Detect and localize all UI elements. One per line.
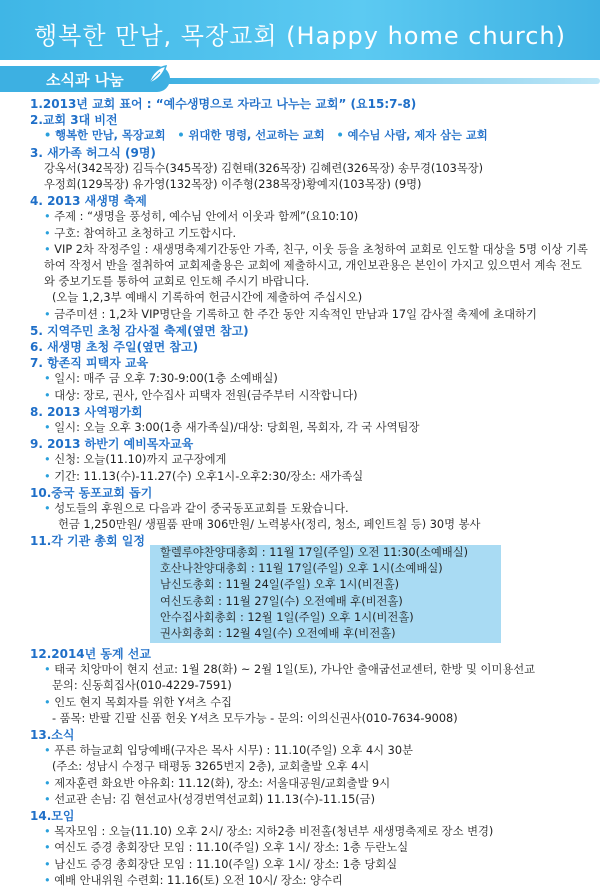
item-13-address: (주소: 성남시 수정구 태평동 3265번지 2층), 교회출발 오후 4시 — [52, 760, 370, 774]
item-13-dedication: • 푸른 하늘교회 입당예배(구자은 목사 시무) : 11.10(주일) 오후 4시 30분 — [44, 744, 413, 758]
schedule-line: 안수집사회총회 : 12월 1일(주일) 오후 1시(비전홀) — [160, 610, 414, 624]
item-13-picnic: • 제자훈련 화요반 야유회: 11.12(화), 장소: 서울대공원/교회출발 9시 — [44, 776, 391, 790]
item-10-detail: • 성도들의 후원으로 다음과 같이 중국동포교회를 도왔습니다. — [44, 502, 349, 516]
section-underline — [160, 78, 600, 84]
item-5: 5. 지역주민 초청 감사절 축제(옆면 참고) — [30, 323, 249, 338]
section-tab — [0, 66, 170, 92]
item-14: 14.모임 — [30, 809, 75, 824]
news-content-lower — [30, 646, 590, 889]
schedule-line: 권사회총회 : 12월 4일(수) 오전예배 후(비전홀) — [160, 627, 396, 641]
vision-list: • 행복한 만남, 목장교회 • 위대한 명령, 선교하는 교회 • 예수님 사람, 제자 삼는 교회 — [44, 129, 488, 143]
item-4-festival: 4. 2013 새생명 축제 — [30, 194, 147, 209]
schedule-line: 여신도총회 : 11월 27일(수) 오전예배 후(비전홀) — [160, 594, 403, 608]
newcomers-line-1: 강옥서(342목장) 김득수(345목장) 김현태(326목장) 김혜련(326목장) 송무경(103목장) — [44, 161, 484, 175]
vision-3: 예수님 사람, 제자 삼는 교회 — [347, 129, 488, 143]
item-7-time: • 일시: 매주 금 오후 7:30-9:00(1층 소예배실) — [44, 372, 278, 386]
item-13: 13.소식 — [30, 728, 75, 743]
item-13-guest: • 선교관 손님: 김 현선교사(성경번역선교회) 11.13(수)-11.15(금) — [44, 792, 375, 806]
vision-1: 행복한 만남, 목장교회 — [55, 129, 166, 143]
item-14-leaders: • 목자모임 : 오늘(11.10) 오후 2시/ 장소: 지하2층 비전홀(청년부 새생명축제로 장소 변경) — [44, 825, 494, 839]
newcomers-line-2: 우정희(129목장) 유가영(132목장) 이주형(238목장)황예지(103목장) (9명) — [44, 178, 422, 192]
item-9: 9. 2013 하반기 예비목자교육 — [30, 437, 194, 452]
item-12-india: • 인도 현지 목회자를 위한 Y셔츠 수집 — [44, 695, 232, 709]
item-2-vision: 2.교회 3대 비전 — [30, 113, 118, 128]
item-9-apply: • 신청: 오늘(11.10)까지 교구장에게 — [44, 453, 227, 467]
item-12-contact: 문의: 신동희집사(010-4229-7591) — [52, 679, 232, 693]
assembly-schedule-box — [150, 545, 501, 643]
news-content — [30, 96, 590, 550]
item-11: 11.각 기관 총회 일정 — [30, 534, 145, 549]
item-12: 12.2014년 동계 선교 — [30, 647, 151, 661]
section-tab-label: 소식과 나눔 — [46, 71, 124, 89]
item-8: 8. 2013 사역평가회 — [30, 404, 143, 419]
item-14-men: • 남신도 증경 총회장단 모임 : 11.10(주일) 오후 1시/ 장소: 1층 당회실 — [44, 857, 398, 871]
item-10-amounts: 헌금 1,250만원/ 생필품 판매 306만원/ 노력봉사(정리, 청소, 페인트칠 등) 30명 봉사 — [58, 518, 481, 532]
schedule-line: 할렐루야찬양대총회 : 11월 17일(주일) 오전 11:30(소예배실) — [160, 546, 469, 559]
item-14-women: • 여신도 증경 총회장단 모임 : 11.10(주일) 오후 1시/ 장소: 1층 두란노실 — [44, 841, 409, 855]
item-8-detail: • 일시: 오늘 오후 3:00(1층 새가족실)/대상: 당회원, 목회자, 각 국 사역팀장 — [44, 421, 420, 435]
item-14-ushers: • 예배 안내위원 수련회: 11.16(토) 오전 10시/ 장소: 양수리 — [44, 873, 343, 887]
festival-vip-note: (오늘 1,2,3부 예배시 기록하여 헌금시간에 제출하여 주십시오) — [52, 291, 363, 305]
item-12-thailand: • 태국 치앙마이 현지 선교: 1월 28(화) ~ 2월 1일(토), 가나안 출애굽선교센터, 한방 및 이미용선교 — [44, 663, 536, 677]
header-banner — [0, 0, 600, 60]
item-7-target: • 대상: 장로, 권사, 안수집사 피택자 전원(금주부터 시작합니다) — [44, 388, 358, 402]
vision-2: 위대한 명령, 선교하는 교회 — [188, 129, 325, 143]
festival-mission: • 금주미션 : 1,2차 VIP명단을 기록하고 한 주간 동안 지속적인 만남과 17일 감사절 축제에 초대하기 — [44, 307, 537, 321]
schedule-line: 남신도총회 : 11월 24일(주일) 오후 1시(비전홀) — [160, 578, 400, 592]
item-3-newcomers: 3. 새가족 허그식 (9명) — [30, 145, 156, 160]
item-10: 10.중국 동포교회 돕기 — [30, 485, 153, 500]
page-title: 행복한 만남, 목장교회 (Happy home church) — [34, 22, 566, 50]
item-1-motto: 1.2013년 교회 표어 : “예수생명으로 자라고 나누는 교회” (요15:7-8) — [30, 97, 417, 111]
item-12-india-detail: - 품목: 반팔 긴팔 신품 헌옷 Y셔츠 모두가능 - 문의: 이의신권사(010-7634-9008) — [52, 711, 458, 725]
festival-slogan: • 구호: 참여하고 초청하고 기도합시다. — [44, 226, 237, 240]
item-6: 6. 새생명 초청 주일(옆면 참고) — [30, 340, 199, 355]
festival-vip: • VIP 2차 작정주일 : 새생명축제기간동안 가족, 친구, 이웃 등을 초청하여 교회로 인도할 대상을 5명 이상 기록하여 작정서 반을 절취하여 교회제출용은 교회에 제출하시고, 개인보관용은 본인이 가지고 있으면서 계속 전도와 중보기도를 통하여 교회로 인도해 주시기 바랍니다. — [44, 242, 588, 289]
item-9-period: • 기간: 11.13(수)-11.27(수) 오후1시-오후2:30/장소: 새가족실 — [44, 469, 364, 483]
schedule-line: 호산나찬양대총회 : 11월 17일(주일) 오후 1시(소예배실) — [160, 562, 443, 576]
festival-theme: • 주제 : “생명을 풍성히, 예수님 안에서 이웃과 함께”(요10:10) — [44, 210, 359, 224]
item-7: 7. 항존직 피택자 교육 — [30, 356, 149, 371]
